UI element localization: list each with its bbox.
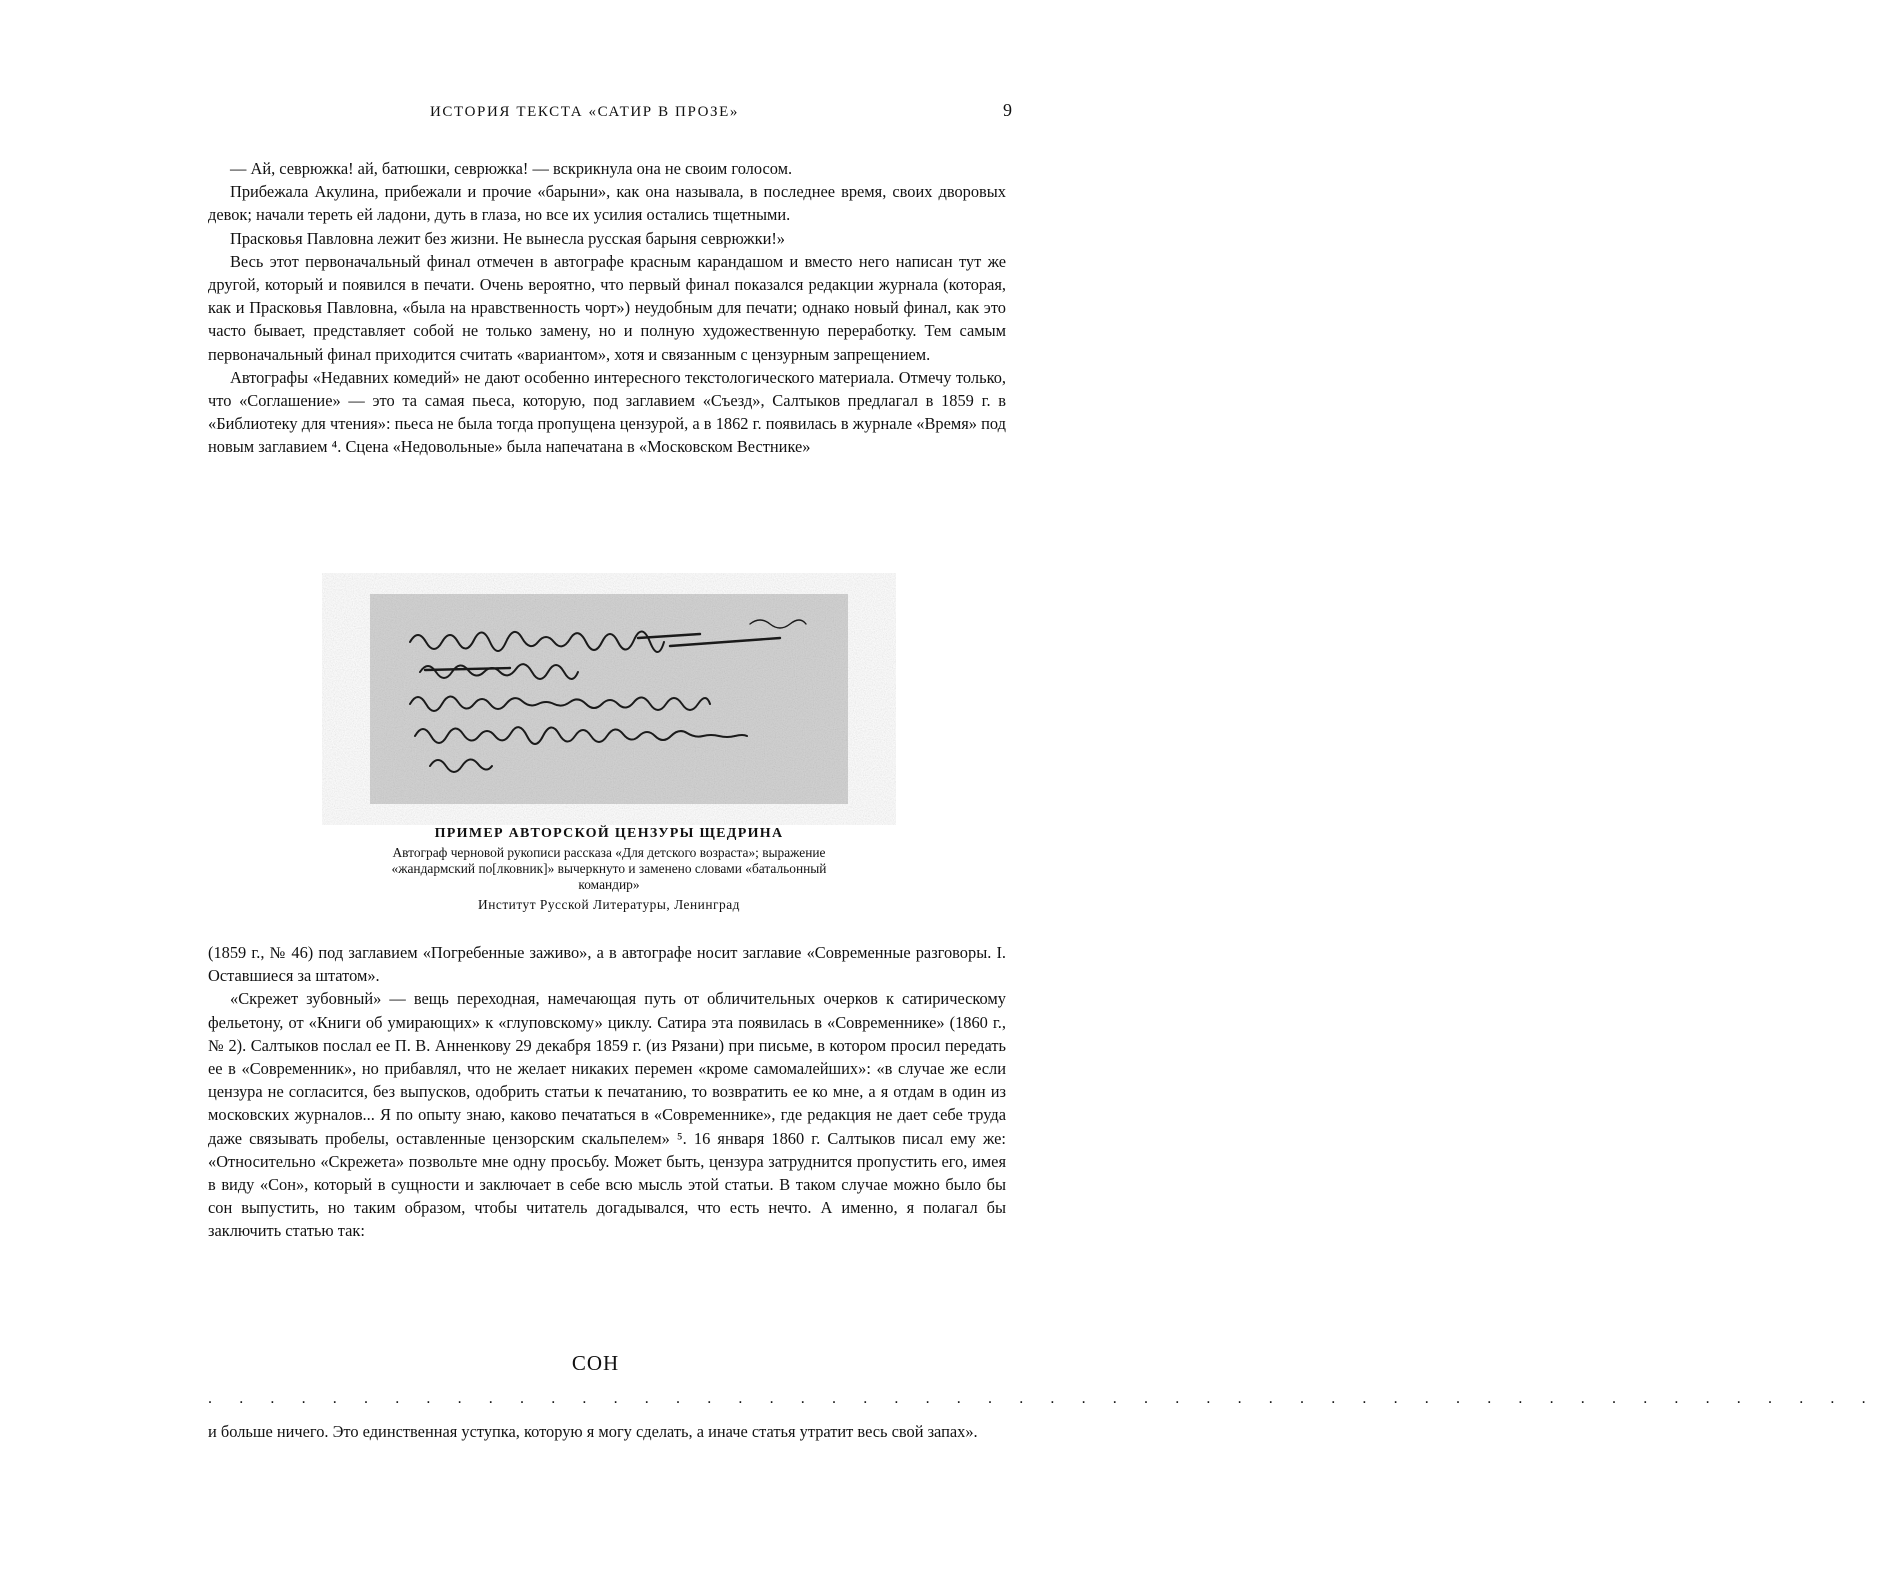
caption-description: Автограф черновой рукописи рассказа «Для детского возраста»; выражение «жандармский по[лковник]» вычеркнуто и заменено словами «батальонный командир» — [391, 845, 827, 892]
bottom-text-block — [208, 941, 1006, 1243]
paragraph: — Ай, севрюжка! ай, батюшки, севрюжка! — вскрикнула она не своим голосом. — [230, 159, 793, 178]
manuscript-image — [370, 594, 848, 804]
paragraph: «Скрежет зубовный» — вещь переходная, намечающая путь от обличительных очерков к сатирическому фельетону, от «Книги об умирающих» к «глуповскому» циклу. Сатира эта появилась в «Современнике» (1860 г., № 2). Салтыков послал ее П. В. Анненкову 29 декабря 1859 г. (из Рязани) при письме, в котором просил передать ее в «Современник», но прибавлял, что не желает никаких перемен «кроме самомалейших»: «в случае же если цензура не согласится, без выпусков, одобрить статьи к печатанию, то возвратить ее ко мне, а я отдам в один из московских журналов... Я по опыту знаю, каково печататься в «Современнике», где редакция не дает себе труда даже связывать пробелы, оставленные цензорским скальпелем» ⁵. 16 января 1860 г. Салтыков писал ему же: «Относительно «Скрежета» позвольте мне одну просьбу. Может быть, цензура затруднится пропустить его, имея в виду «Сон», который в сущности и заключает в себе всю мысль этой статьи. В таком случае можно было бы сон выпустить, но таким образом, чтобы читатель догадывался, что есть нечто. А именно, я полагал бы заключить статью так: — [208, 989, 1006, 1241]
caption-title: ПРИМЕР АВТОРСКОЙ ЦЕНЗУРЫ ЩЕДРИНА — [434, 826, 784, 841]
running-title: ИСТОРИЯ ТЕКСТА «САТИР В ПРОЗЕ» — [430, 104, 740, 120]
son-heading: СОН — [571, 1351, 620, 1375]
ellipsis-row: . . . . . . . . . . . . . . . . . . . . . . . . . . . . . . . . . . . . . . . . . . . . . . . . . . . . . . — [208, 1390, 1877, 1407]
paragraph: (1859 г., № 46) под заглавием «Погребенные заживо», а в автографе носит заглавие «Современные разговоры. I. Оставшиеся за штатом». — [208, 943, 1006, 986]
figure-caption — [370, 826, 848, 913]
top-text-block — [208, 157, 1006, 459]
paragraph: Прибежала Акулина, прибежали и прочие «барыни», как она называла, в последнее время, своих дворовых девок; начали тереть ей ладони, дуть в глаза, но все их усилия остались тщетными. — [208, 182, 1006, 225]
caption-source: Институт Русской Литературы, Ленинград — [478, 897, 740, 912]
paragraph: и больше ничего. Это единственная уступка, которую я могу сделать, а иначе статья утратит весь свой запах». — [208, 1422, 978, 1441]
running-header — [0, 100, 1191, 128]
paragraph: Автографы «Недавних комедий» не дают особенно интересного текстологического материала. Отмечу только, что «Соглашение» — это та самая пьеса, которую, под заглавием «Съезд», Салтыков предлагал в 1859 г. в «Библиотеку для чтения»: пьеса не была тогда пропущена цензурой, а в 1862 г. появилась в журнале «Время» под новым заглавием ⁴. Сцена «Недовольные» была напечатана в «Московском Вестнике» — [208, 367, 1006, 457]
closing-text-block — [208, 1420, 1006, 1443]
page-number: 9 — [1003, 100, 1012, 120]
paragraph: Весь этот первоначальный финал отмечен в автографе красным карандашом и вместо него написан тут же другой, который и появился в печати. Очень вероятно, что первый финал показался редакции журнала (которая, как и Прасковья Павловна, «была на нравственность чорт») неудобным для печати; однако новый финал, как это часто бывает, представляет собой не только замену, но и полную художественную переработку. Тем самым первоначальный финал приходится считать «вариантом», хотя и связанным с цензурным запрещением. — [208, 251, 1006, 364]
paragraph: Прасковья Павловна лежит без жизни. Не вынесла русская барыня севрюжки!» — [230, 228, 785, 248]
